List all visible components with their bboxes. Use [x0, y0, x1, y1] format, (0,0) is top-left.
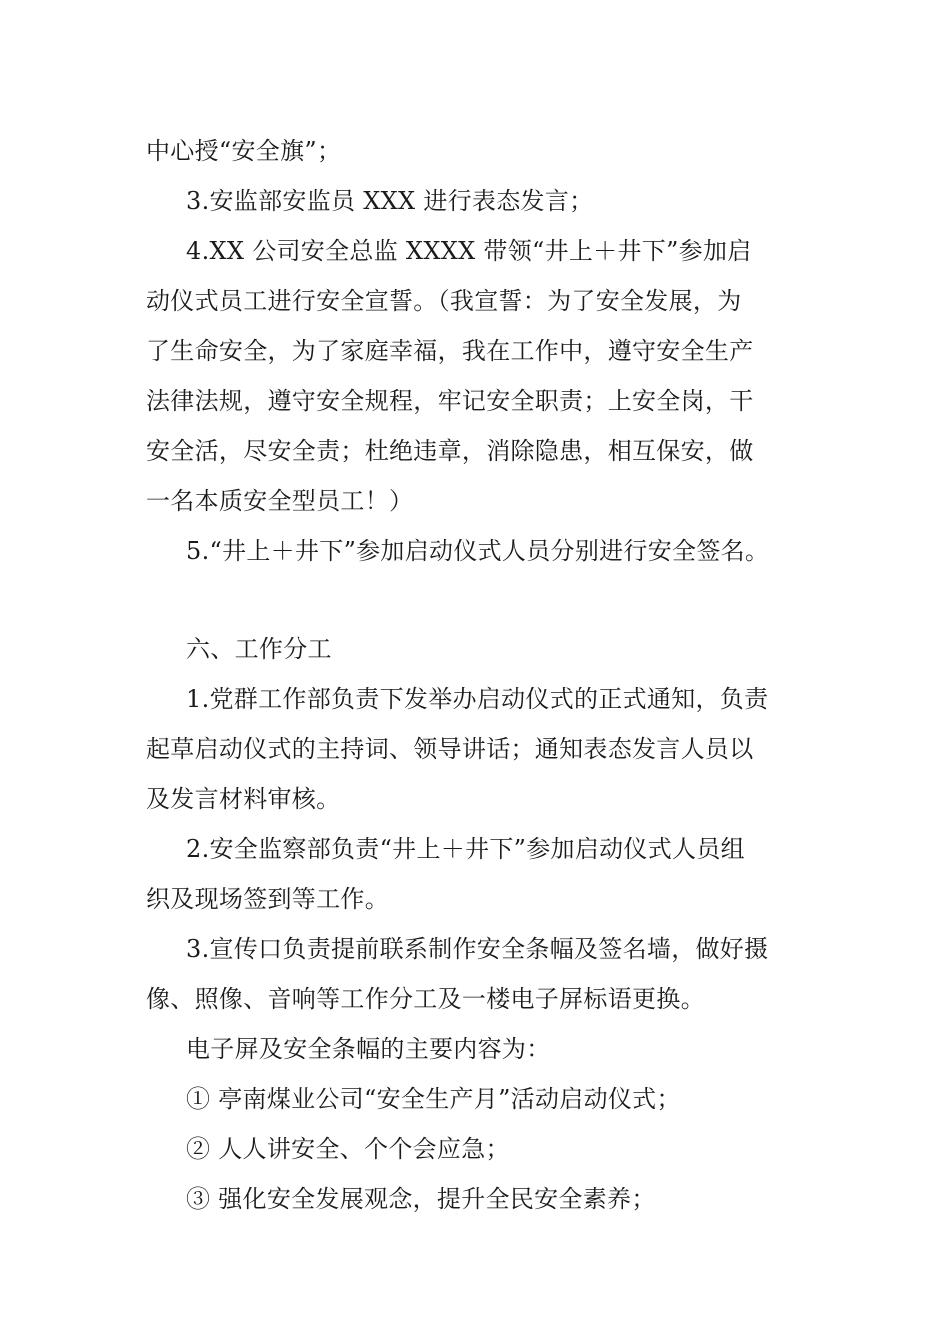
slogan-item-3: ③ 强化安全发展观念，提升全民安全素养； [186, 1185, 656, 1213]
task-item-3-line-2: 像、照像、音响等工作分工及一楼电子屏标语更换。 [146, 985, 705, 1013]
list-item-4-line-4: 法律法规，遵守安全规程，牢记安全职责；上安全岗，干 [146, 387, 754, 415]
slogan-item-1: ① 亭南煤业公司“安全生产月”活动启动仪式； [186, 1085, 681, 1113]
task-item-2-line-2: 织及现场签到等工作。 [146, 885, 389, 913]
task-item-2: 2.安全监察部负责“井上＋井下”参加启动仪式人员组 [186, 835, 745, 863]
task-item-1-line-3: 及发言材料审核。 [146, 785, 341, 813]
task-item-1-line-2: 起草启动仪式的主持词、领导讲话；通知表态发言人员以 [146, 735, 754, 763]
task-item-3: 3.宣传口负责提前联系制作安全条幅及签名墙，做好摄 [186, 935, 769, 963]
list-item-4-line-3: 了生命安全，为了家庭幸福，我在工作中，遵守安全生产 [146, 337, 754, 365]
list-item-4-line-5: 安全活，尽安全责；杜绝违章，消除隐患，相互保安，做 [146, 437, 754, 465]
list-item-5: 5.“井上＋井下”参加启动仪式人员分别进行安全签名。 [186, 537, 770, 565]
list-item-4-line-6: 一名本质安全型员工！） [146, 487, 414, 515]
section-heading: 六、工作分工 [186, 635, 332, 663]
content-intro: 电子屏及安全条幅的主要内容为： [186, 1035, 551, 1063]
list-item-4-line-2: 动仪式员工进行安全宣誓。（我宣誓：为了安全发展，为 [146, 287, 742, 315]
task-item-1: 1.党群工作部负责下发举办启动仪式的正式通知，负责 [186, 685, 769, 713]
list-item-4: 4.XX 公司安全总监 XXXX 带领“井上＋井下”参加启 [186, 237, 752, 265]
paragraph-line-continuation: 中心授“安全旗”； [146, 137, 342, 165]
slogan-item-2: ② 人人讲安全、个个会应急； [186, 1135, 510, 1163]
list-item-3: 3.安监部安监员 XXX 进行表态发言； [186, 187, 594, 215]
